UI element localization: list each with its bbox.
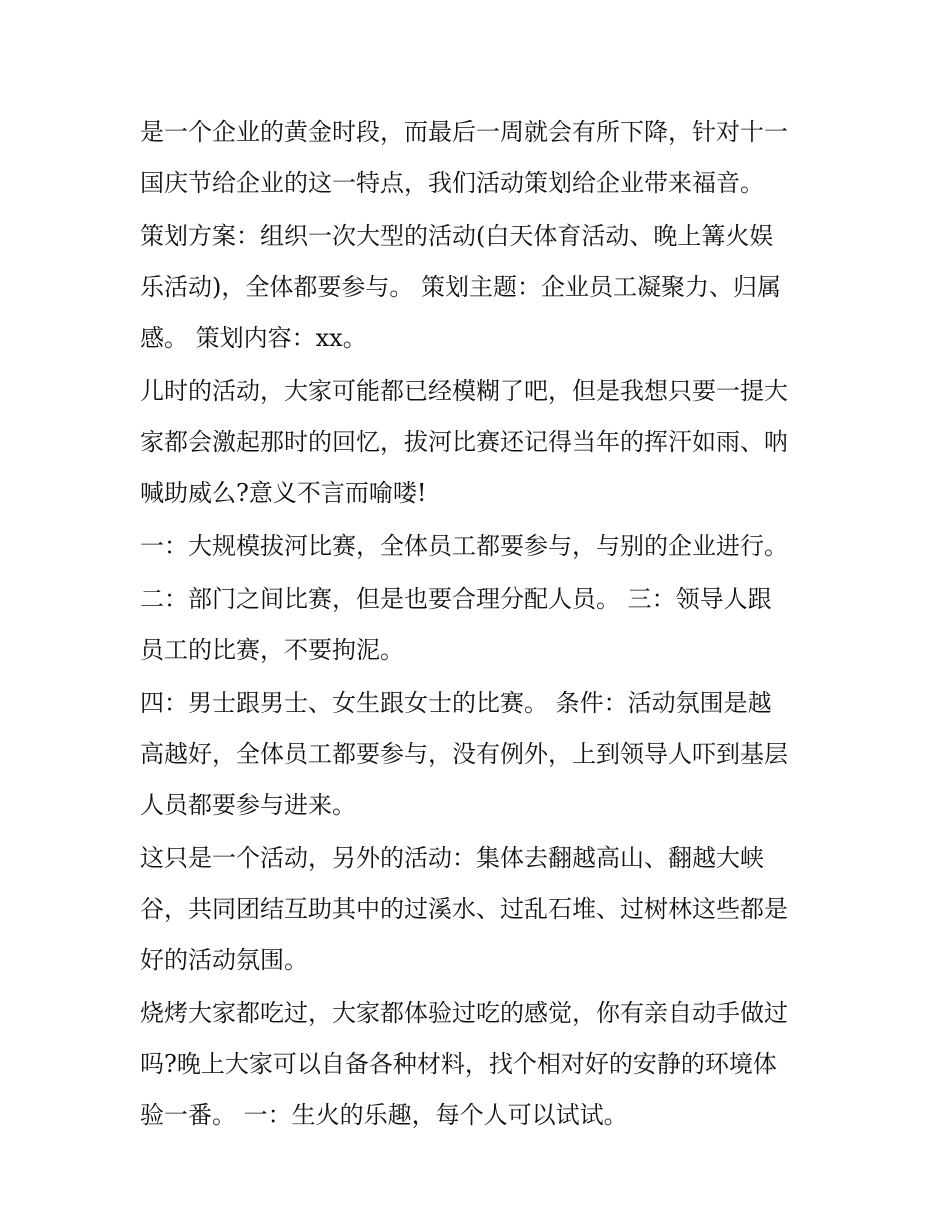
paragraph-item-departments: 二：部门之间比赛，但是也要合理分配人员。 三：领导人跟 员工的比赛，不要拘泥。 (140, 585, 772, 664)
paragraph-item-tug-of-war: 一：大规模拔河比赛，全体员工都要参与，与别的企业进行。 (140, 532, 788, 560)
paragraph-golden-period: 是一个企业的黄金时段，而最后一周就会有所下降，针对十一 国庆节给企业的这一特点，我们活动策划给企业带来福音。 (140, 118, 788, 197)
paragraph-item-conditions: 四：男士跟男士、女生跟女士的比赛。 条件：活动氛围是越 高越好，全体员工都要参与，没有例外，上到领导人吓到基层 人员都要参与进来。 (140, 689, 788, 819)
paragraph-barbecue: 烧烤大家都吃过，大家都体验过吃的感觉，你有亲自动手做过 吗?晚上大家可以自备各种材料，找个相对好的安静的环境体 验一番。 一：生火的乐趣，每个人可以试试。 (140, 999, 788, 1129)
paragraph-childhood-activities: 儿时的活动，大家可能都已经模糊了吧，但是我想只要一提大 家都会激起那时的回忆，拔河比赛还记得当年的挥汗如雨、呐 喊助威么?意义不言而喻喽! (140, 377, 788, 507)
document-body (140, 107, 820, 1143)
paragraph-other-activities: 这只是一个活动，另外的活动：集体去翻越高山、翻越大峡 谷，共同团结互助其中的过溪水、过乱石堆、过树林这些都是 好的活动氛围。 (140, 844, 788, 974)
paragraph-plan-scheme: 策划方案：组织一次大型的活动(白天体育活动、晚上篝火娱 乐活动)，全体都要参与。 策划主题：企业员工凝聚力、归属 感。 策划内容：xx。 (140, 222, 781, 352)
